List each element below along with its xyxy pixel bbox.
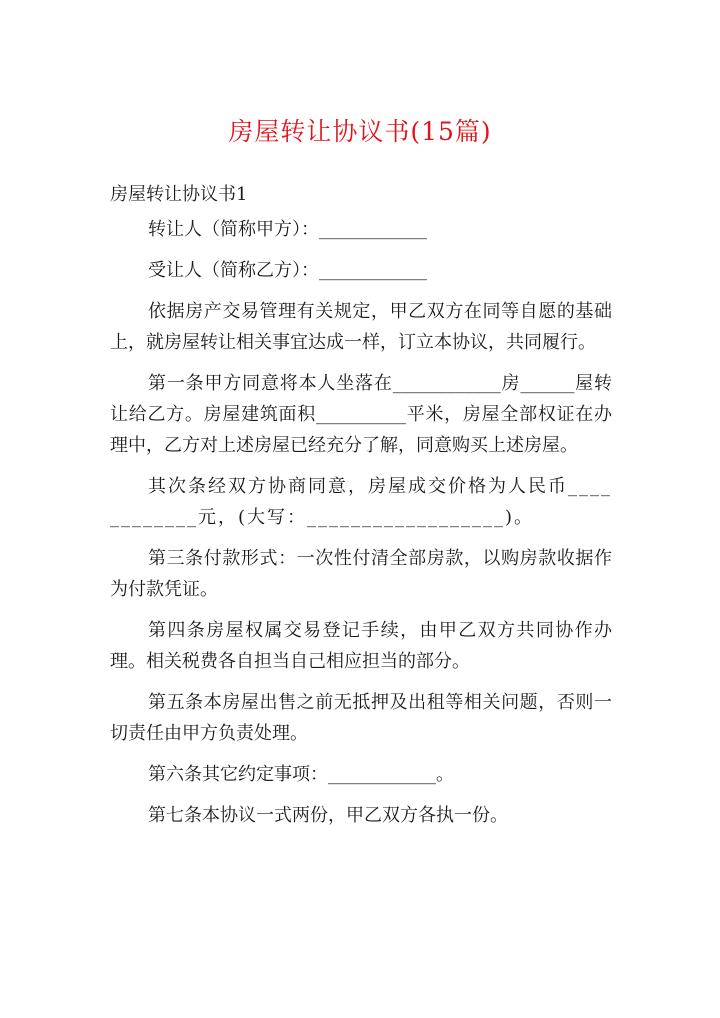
- paragraph-article-1: 第一条甲方同意将本人坐落在____________房______屋转让给乙方。房屋建筑面积__________平米，房屋全部权证在办理中，乙方对上述房屋已经充分了解，同意购买上述房屋。: [110, 373, 612, 456]
- paragraph-transferee: 受让人（简称乙方）：____________: [148, 260, 427, 281]
- paragraph-article-6: 第六条其它约定事项：____________。: [148, 764, 454, 785]
- paragraph-preamble: 依据房产交易管理有关规定，甲乙双方在同等自愿的基础上，就房屋转让相关事宜达成一样，订立本协议，共同履行。: [110, 301, 612, 353]
- document-subtitle: 房屋转让协议书1: [110, 184, 248, 205]
- document-body: [110, 214, 612, 841]
- paragraph-article-2: 其次条经双方协商同意，房屋成交价格为人民币____________元，(大写：__________________)。: [110, 476, 612, 528]
- paragraph-transferor: 转让人（简称甲方）：____________: [148, 219, 427, 240]
- paragraph-article-5: 第五条本房屋出售之前无抵押及出租等相关问题，否则一切责任由甲方负责处理。: [110, 692, 612, 744]
- paragraph-article-7: 第七条本协议一式两份，甲乙双方各执一份。: [148, 805, 508, 826]
- document-title: 房屋转让协议书(15篇): [228, 117, 492, 146]
- paragraph-article-4: 第四条房屋权属交易登记手续，由甲乙双方共同协作办理。相关税费各自担当自己相应担当的部分。: [110, 620, 612, 672]
- paragraph-article-3: 第三条付款形式：一次性付清全部房款，以购房款收据作为付款凭证。: [110, 548, 612, 600]
